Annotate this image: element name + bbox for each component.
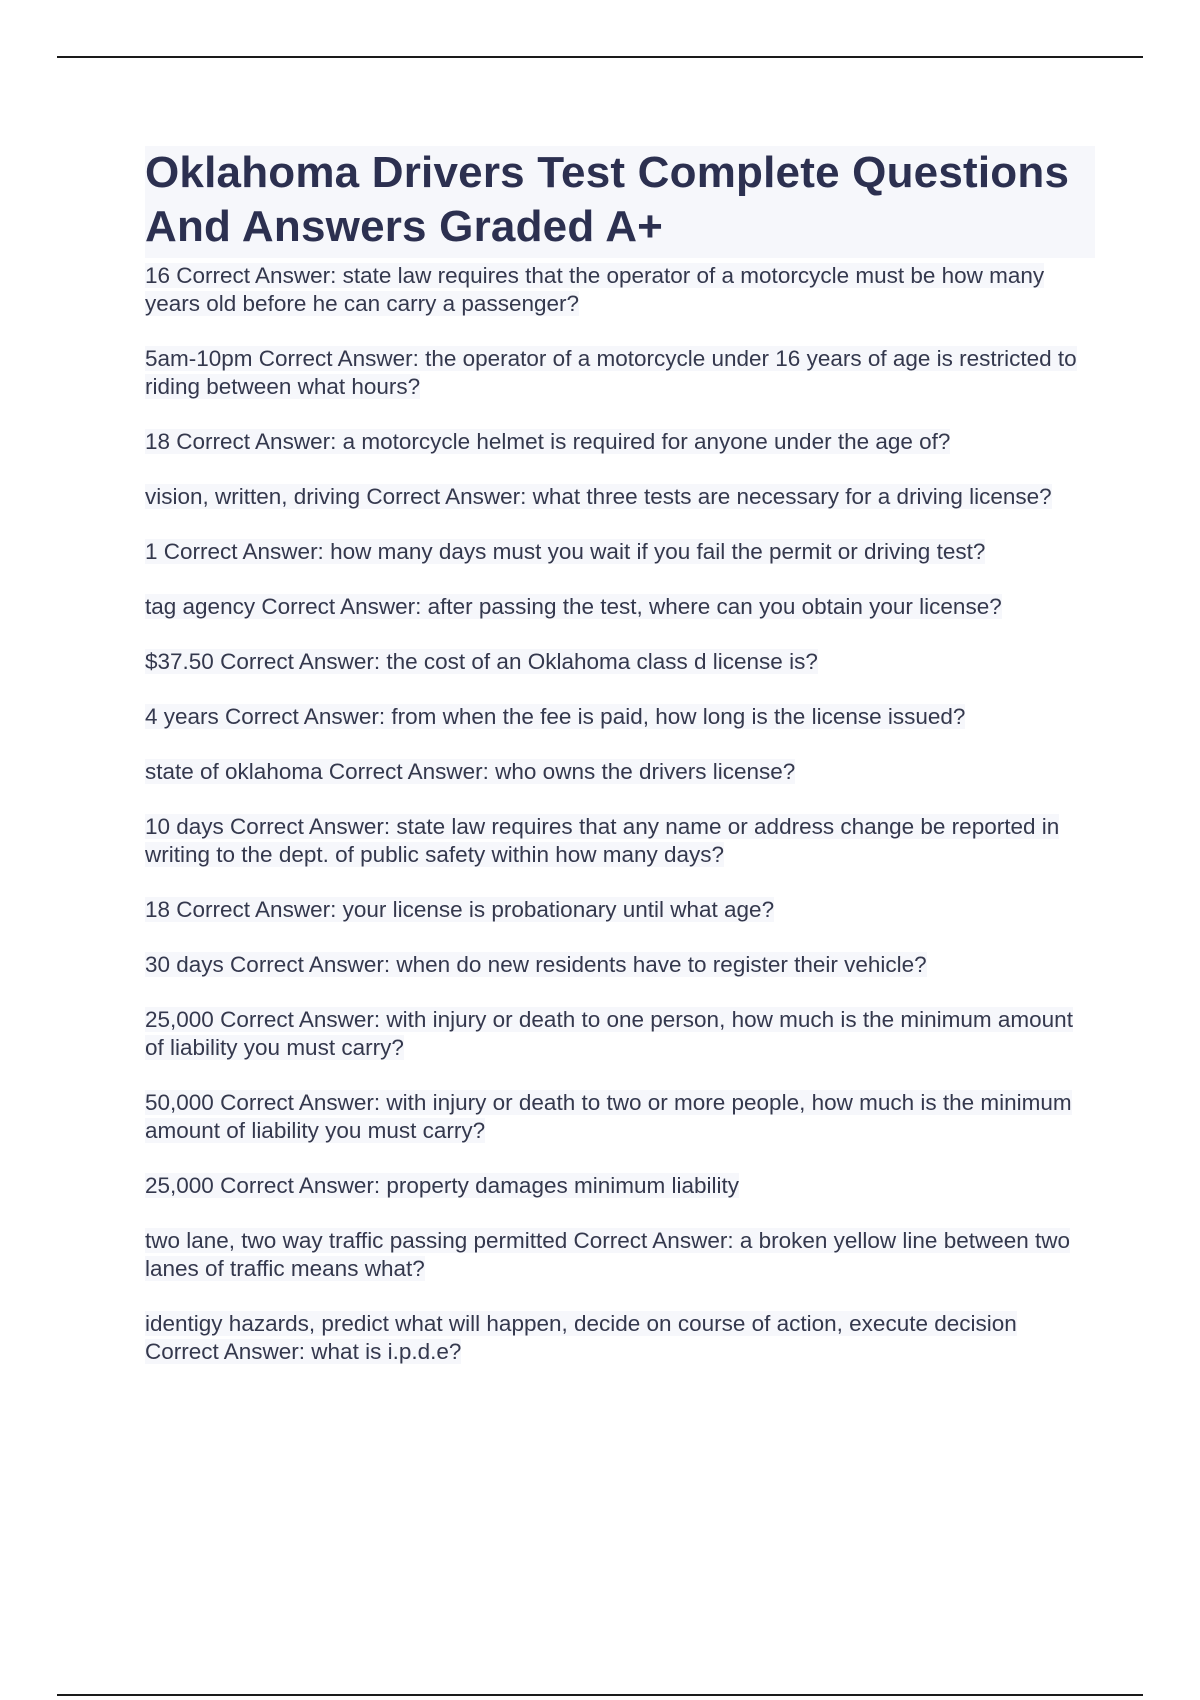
qa-item: two lane, two way traffic passing permitted Correct Answer: a broken yellow line between two lanes of traffic means what?: [145, 1228, 1071, 1281]
qa-item: 18 Correct Answer: your license is probationary until what age?: [145, 897, 775, 922]
qa-item: identigy hazards, predict what will happen, decide on course of action, execute decision Correct Answer: what is i.p.d.e?: [145, 1311, 1017, 1364]
top-divider: [57, 56, 1143, 58]
qa-item: 30 days Correct Answer: when do new residents have to register their vehicle?: [145, 952, 927, 977]
qa-item: 16 Correct Answer: state law requires that the operator of a motorcycle must be how many years old before he can carry a passenger?: [145, 263, 1045, 316]
qa-item: 1 Correct Answer: how many days must you wait if you fail the permit or driving test?: [145, 539, 986, 564]
qa-item: 10 days Correct Answer: state law requires that any name or address change be reported in writing to the dept. of public safety within how many days?: [145, 814, 1060, 867]
qa-item: tag agency Correct Answer: after passing the test, where can you obtain your license?: [145, 594, 1002, 619]
bottom-divider: [57, 1694, 1143, 1696]
qa-item: 4 years Correct Answer: from when the fee is paid, how long is the license issued?: [145, 704, 966, 729]
qa-item: state of oklahoma Correct Answer: who owns the drivers license?: [145, 759, 796, 784]
qa-item: vision, written, driving Correct Answer: what three tests are necessary for a driving license?: [145, 484, 1052, 509]
title-block: [145, 146, 1095, 258]
qa-item: 5am-10pm Correct Answer: the operator of a motorcycle under 16 years of age is restricted to riding between what hours?: [145, 346, 1077, 399]
document-title: Oklahoma Drivers Test Complete Questions And Answers Graded A+: [145, 148, 1070, 251]
qa-item: 25,000 Correct Answer: property damages minimum liability: [145, 1173, 739, 1198]
qa-list: [145, 262, 1095, 1366]
qa-item: $37.50 Correct Answer: the cost of an Oklahoma class d license is?: [145, 649, 818, 674]
qa-item: 50,000 Correct Answer: with injury or death to two or more people, how much is the minimum amount of liability you must carry?: [145, 1090, 1072, 1143]
qa-item: 18 Correct Answer: a motorcycle helmet is required for anyone under the age of?: [145, 429, 951, 454]
qa-item: 25,000 Correct Answer: with injury or death to one person, how much is the minimum amount of liability you must carry?: [145, 1007, 1073, 1060]
document-body: [145, 146, 1095, 1393]
